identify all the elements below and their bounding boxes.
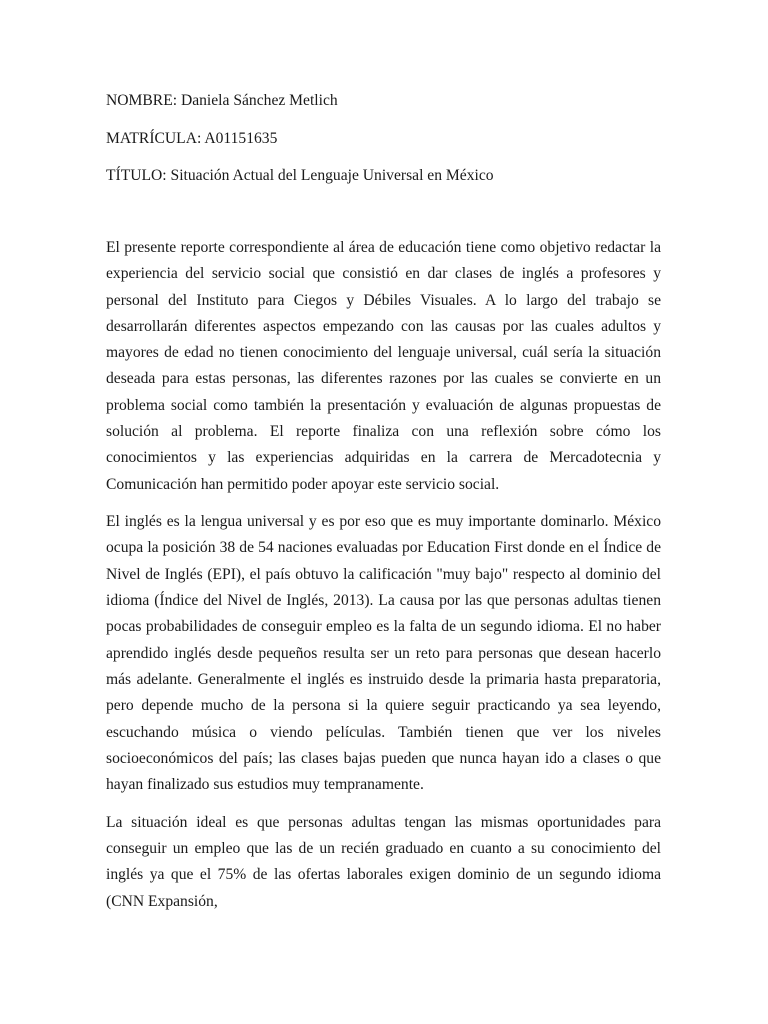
student-id-line: MATRÍCULA: A01151635 (106, 130, 278, 147)
student-name-line: NOMBRE: Daniela Sánchez Metlich (106, 92, 338, 109)
paragraph-introduction: El presente reporte correspondiente al área de educación tiene como objetivo redactar la experiencia del servicio social que consistió en dar clases de inglés a profesores y personal del Instituto para Ciegos y Débiles Visuales. A lo largo del trabajo se desarrollarán diferentes aspectos empezando con las causas por las cuales adultos y mayores de edad no tienen conocimiento del lenguaje universal, cuál sería la situación deseada para estas personas, las diferentes razones por las cuales se convierte en un problema social como también la presentación y evaluación de algunas propuestas de solución al problema. El reporte finaliza con una reflexión sobre cómo los conocimientos y las experiencias adquiridas en la carrera de Mercadotecnia y Comunicación han permitido poder apoyar este servicio social. (106, 239, 661, 493)
paragraph-causes: El inglés es la lengua universal y es por eso que es muy importante dominarlo. México ocupa la posición 38 de 54 naciones evaluadas por Education First donde en el Índice de Nivel de Inglés (EPI), el país obtuvo la calificación "muy bajo" respecto al dominio del idioma (Índice del Nivel de Inglés, 2013). La causa por las que personas adultas tienen pocas probabilidades de conseguir empleo es la falta de un segundo idioma. El no haber aprendido inglés desde pequeños resulta ser un reto para personas que desean hacerlo más adelante. Generalmente el inglés es instruido desde la primaria hasta preparatoria, pero depende mucho de la persona si la quiere seguir practicando ya sea leyendo, escuchando música o viendo películas. También tienen que ver los niveles socioeconómicos del país; las clases bajas pueden que nunca hayan ido a clases o que hayan finalizado sus estudios muy tempranamente. (106, 513, 661, 794)
paragraph-ideal-situation: La situación ideal es que personas adultas tengan las mismas oportunidades para conseguir un empleo que las de un recién graduado en cuanto a su conocimiento del inglés ya que el 75% de las ofertas laborales exigen dominio de un segundo idioma (CNN Expansión, (106, 813, 661, 910)
report-title-line: TÍTULO: Situación Actual del Lenguaje Universal en México (106, 167, 494, 184)
report-body (106, 235, 661, 926)
